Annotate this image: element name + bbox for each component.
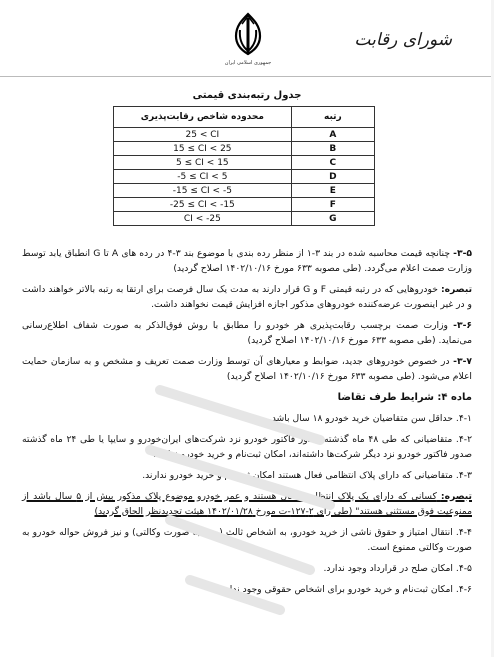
price-rank-table	[113, 106, 375, 226]
table-row	[114, 170, 375, 184]
clause-4-3: ۴-۳. متقاضیانی که دارای پلاک انتظامی فعال هستند امکان ثبت‌نام و خرید خودرو ندارند.	[142, 470, 472, 481]
rank-cell: D	[291, 170, 374, 184]
column-header-rank: رتبه	[291, 107, 374, 128]
range-value: -15 ≤ CI < -5	[172, 185, 232, 196]
note-label: تبصره:	[440, 284, 473, 295]
document-body	[22, 246, 472, 603]
rank-cell: A	[291, 128, 374, 142]
clause-text: چنانچه قیمت محاسبه شده در بند ۳-۱ از منظر رده بندی با موضوع بند ۳-۴ در رده های A تا G انطباق یابد توسط وزارت صمت اعلام می‌گردد. (طی مصوبه ۶۳۳ مورخ ۱۴۰۲/۱۰/۱۶ اصلاح گردید)	[22, 248, 472, 274]
rank-cell: E	[291, 184, 374, 198]
range-cell	[114, 142, 292, 156]
range-cell	[114, 128, 292, 142]
note-1	[22, 282, 472, 312]
clause-4-6: ۴-۶. امکان ثبت‌نام و خرید خودرو برای اشخاص حقوقی وجود ندارد.	[218, 584, 472, 595]
range-value: 15 ≤ CI < 25	[173, 143, 232, 154]
rank-cell: G	[291, 212, 374, 226]
range-cell	[114, 184, 292, 198]
table-row	[114, 184, 375, 198]
column-header-range: محدوده شاخص رقابت‌پذیری	[114, 107, 292, 128]
clause-3-7	[22, 354, 472, 384]
clause-4-2: ۴-۲. متقاضیانی که طی ۴۸ ماه گذشته صدور فاکتور خودرو نزد شرکت‌های ایران‌خودرو و سایپا یا طی ۲۴ ماه گذشته صدور فاکتور خودرو نزد دیگر شرکت‌ها داشته‌اند، امکان ثبت‌نام و خرید خودرو ندارند.	[22, 434, 473, 460]
note-2	[22, 489, 472, 519]
clause-3-6	[22, 318, 472, 348]
header-divider	[0, 76, 494, 77]
table-row	[114, 198, 375, 212]
range-value: -25 ≤ CI < -15	[169, 199, 235, 210]
range-value: 25 < CI	[185, 129, 220, 140]
range-value: -5 ≤ CI < 5	[177, 171, 228, 182]
clause-4-1: ۴-۱. حداقل سن متقاضیان خرید خودرو ۱۸ سال باشد.	[268, 413, 472, 424]
clause-3-5	[22, 246, 472, 276]
emblem-caption: جمهوری اسلامی ایران	[224, 60, 272, 66]
rank-cell: F	[291, 198, 374, 212]
clause-number: ۳-۶-	[453, 320, 473, 331]
rank-cell: B	[291, 142, 374, 156]
table-row	[114, 128, 375, 142]
note-text: خودروهایی که در رتبه قیمتی F و G قرار دارند به مدت یک سال فرصت برای ارتقا به رتبه بالاتر خواهند داشت و در غیر اینصورت عرضه‌کننده خودروهای مذکور اجازه افزایش قیمت نخواهند داشت.	[22, 284, 472, 310]
table-row	[114, 142, 375, 156]
range-cell	[114, 198, 292, 212]
range-cell	[114, 170, 292, 184]
note-text: کسانی که دارای یک پلاک انتظامی فعال هستند و عمر خودرو موضوع پلاک مذکور بیش از ۵ سال باشد از ممنوعیت فوق مستثنی هستند" (طی رأی ۲-۱۲۷-ت مورخ ۱۴۰۲/۰۱/۲۸ هیئت تجدیدنظر الحاق گردید)	[22, 491, 472, 517]
table-title: جدول رتبه‌بندی قیمتی	[192, 90, 302, 101]
clause-number: ۳-۵-	[453, 248, 473, 259]
range-value: CI < -25	[183, 213, 221, 224]
range-value: 5 ≤ CI < 15	[176, 157, 229, 168]
range-cell	[114, 156, 292, 170]
clause-4-5: ۴-۵. امکان صلح در قرارداد وجود ندارد.	[323, 563, 472, 574]
clause-4-4: ۴-۴. انتقال امتیاز و حقوق ناشی از خرید خودرو، به اشخاص ثالث (حتی به صورت وکالتی) و نیز فروش حواله خودرو به صورت وکالتی ممنوع است.	[22, 527, 472, 553]
clause-text: در خصوص خودروهای جدید، ضوابط و معیارهای آن توسط وزارت صمت تعریف و مشخص و به سازمان حمایت اعلام می‌شود. (طی مصوبه ۶۳۳ مورخ ۱۴۰۲/۱۰/۱۶ اصلاح گردید)	[22, 356, 472, 382]
council-logo-text: شورای رقابت	[354, 30, 452, 50]
table-row	[114, 212, 375, 226]
section-4-title: ماده ۴: شرایط طرف تقاضا	[337, 392, 472, 403]
clause-number: ۳-۷-	[453, 356, 472, 367]
rank-cell: C	[291, 156, 374, 170]
note-label: تبصره:	[440, 491, 472, 502]
clause-text: وزارت صمت برچسب رقابت‌پذیری هر خودرو را مطابق با روش فوق‌الذکر به صورت شفاف اطلاع‌رسانی می‌نماید. (طی مصوبه ۶۳۳ مورخ ۱۴۰۲/۱۰/۱۶ اصلاح گردید)	[22, 320, 472, 346]
table-header-row	[114, 107, 375, 128]
range-cell	[114, 212, 292, 226]
table-row	[114, 156, 375, 170]
